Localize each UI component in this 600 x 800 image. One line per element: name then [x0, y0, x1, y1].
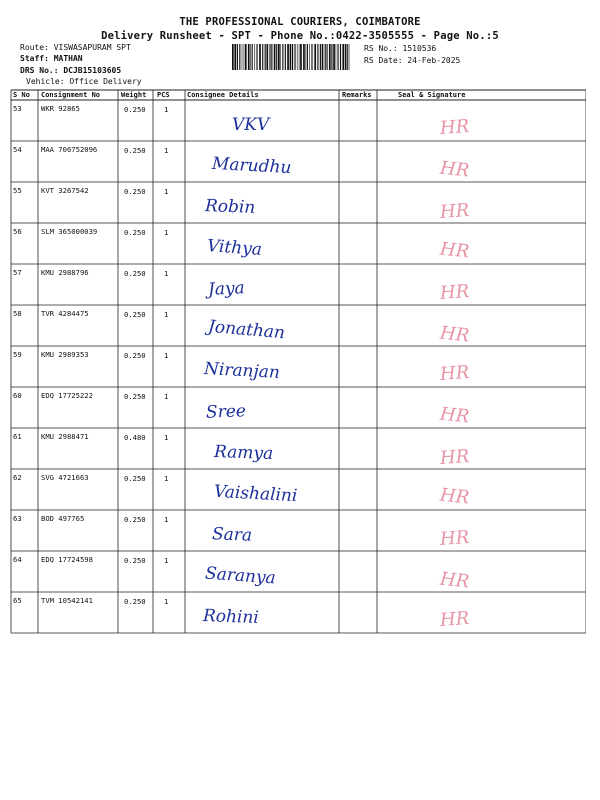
row-consignee-signature: Vaishalini	[213, 481, 298, 507]
barcode-bar	[265, 44, 266, 70]
barcode-bar	[280, 44, 281, 70]
barcode-bar	[317, 44, 318, 70]
barcode-bar	[299, 44, 300, 70]
barcode-bar	[311, 44, 312, 70]
barcode-bar	[269, 44, 270, 70]
row-weight: 0.250	[124, 474, 146, 483]
row-seal-mark: HR	[438, 322, 471, 347]
barcode-bar	[278, 44, 280, 70]
row-sno: 57	[13, 268, 22, 277]
row-consignment-no: EDQ 17725222	[41, 391, 93, 400]
row-consignment-no: KMU 2988796	[41, 268, 89, 277]
vehicle-text: Vehicle: Office Delivery	[26, 77, 142, 86]
barcode-bar	[244, 44, 245, 70]
row-sno: 63	[13, 514, 22, 523]
row-consignee-signature: VKV	[232, 115, 270, 135]
row-sno: 55	[13, 186, 22, 195]
company-title: THE PROFESSIONAL COURIERS, COIMBATORE	[179, 16, 421, 28]
barcode-bar	[252, 44, 253, 70]
barcode-bar	[262, 44, 263, 70]
row-weight: 0.480	[124, 433, 146, 442]
row-consignee-signature: Ramya	[213, 441, 274, 465]
barcode-bar	[282, 44, 283, 70]
row-weight: 0.250	[124, 146, 146, 155]
barcode-bar	[259, 44, 261, 70]
barcode-bar	[306, 44, 307, 70]
row-seal-mark: HR	[439, 362, 470, 385]
row-consignee-signature: Robin	[204, 196, 256, 218]
row-seal-mark: HR	[439, 281, 470, 304]
row-consignment-no: KMU 2988471	[41, 432, 89, 441]
row-pcs: 1	[164, 146, 169, 155]
barcode-bar	[300, 44, 302, 70]
barcode-bar	[294, 44, 295, 70]
row-seal-mark: HR	[439, 116, 470, 139]
row-pcs: 1	[164, 556, 169, 565]
row-pcs: 1	[164, 474, 169, 483]
row-seal-mark: HR	[438, 568, 471, 593]
row-seal-mark: HR	[439, 527, 470, 550]
barcode-bar	[327, 44, 328, 70]
row-sno: 53	[13, 104, 22, 113]
row-pcs: 1	[164, 310, 169, 319]
barcode-bar	[290, 44, 292, 70]
row-weight: 0.250	[124, 269, 146, 278]
row-seal-mark: HR	[438, 157, 471, 182]
barcode-bar	[274, 44, 276, 70]
row-sno: 64	[13, 555, 22, 564]
row-weight: 0.250	[124, 351, 146, 360]
row-seal-mark: HR	[438, 403, 471, 428]
barcode-bar	[266, 44, 268, 70]
row-consignment-no: SLM 365000039	[41, 227, 98, 236]
barcode-bar	[242, 44, 243, 70]
row-weight: 0.250	[124, 392, 146, 401]
barcode-bar	[303, 44, 305, 70]
barcode-bar	[285, 44, 286, 70]
header-consignee: Consignee Details	[187, 91, 259, 99]
barcode-bar	[256, 44, 257, 70]
row-pcs: 1	[164, 187, 169, 196]
barcode-bar	[254, 44, 255, 70]
row-weight: 0.250	[124, 187, 146, 196]
header-remarks: Remarks	[342, 91, 372, 99]
staff-text: Staff: MATHAN	[20, 54, 83, 63]
barcode-bar	[333, 44, 335, 70]
barcode-bar	[331, 44, 332, 70]
barcode-bar	[336, 44, 337, 70]
header-seal-signature: Seal & Signature	[398, 91, 466, 99]
row-sno: 65	[13, 596, 22, 605]
header-sno: S No	[13, 91, 30, 99]
row-consignment-no: BOD 497765	[41, 514, 85, 523]
row-weight: 0.250	[124, 228, 146, 237]
row-consignee-signature: Niranjan	[203, 359, 281, 383]
barcode-bar	[314, 44, 316, 70]
barcode-bar	[342, 44, 344, 70]
row-sno: 61	[13, 432, 22, 441]
row-weight: 0.250	[124, 597, 146, 606]
barcode-bar	[287, 44, 289, 70]
row-sno: 59	[13, 350, 22, 359]
row-consignee-signature: Jaya	[207, 278, 246, 300]
row-sno: 56	[13, 227, 22, 236]
barcode-bar	[338, 44, 339, 70]
barcode-bar	[297, 44, 298, 70]
barcode-bar	[329, 44, 331, 70]
barcode-bar	[309, 44, 310, 70]
row-consignee-signature: Saranya	[204, 563, 277, 589]
row-consignment-no: KMU 2989353	[41, 350, 89, 359]
row-sno: 60	[13, 391, 22, 400]
barcode-bar	[276, 44, 277, 70]
row-consignee-signature: Rohini	[202, 606, 260, 628]
row-weight: 0.250	[124, 556, 146, 565]
row-weight: 0.250	[124, 105, 146, 114]
barcode-bar	[248, 44, 250, 70]
barcode-bar	[322, 44, 324, 70]
barcode-bar	[345, 44, 347, 70]
row-seal-mark: HR	[438, 484, 471, 509]
barcode-bar	[239, 44, 240, 70]
runsheet-subtitle: Delivery Runsheet - SPT - Phone No.:0422-3505555 - Page No.:5	[101, 30, 499, 42]
row-weight: 0.250	[124, 515, 146, 524]
row-consignment-no: WKR 92865	[41, 104, 80, 113]
barcode-bar	[250, 44, 251, 70]
barcode-bar	[245, 44, 247, 70]
row-consignment-no: MAA 706752096	[41, 145, 98, 154]
row-consignment-no: SVG 4721663	[41, 473, 89, 482]
rs-number: RS No.: 1510536	[364, 44, 437, 53]
route-text: Route: VISWASAPURAM SPT	[20, 43, 131, 52]
row-pcs: 1	[164, 515, 169, 524]
barcode-bar	[232, 44, 234, 70]
rs-date: RS Date: 24-Feb-2025	[364, 56, 461, 65]
row-weight: 0.250	[124, 310, 146, 319]
row-seal-mark: HR	[439, 608, 470, 631]
row-pcs: 1	[164, 597, 169, 606]
barcode-bar	[312, 44, 313, 70]
row-sno: 58	[13, 309, 22, 318]
row-consignee-signature: Jonathan	[207, 316, 286, 344]
row-pcs: 1	[164, 105, 169, 114]
row-consignment-no: TVM 10542141	[41, 596, 93, 605]
row-seal-mark: HR	[438, 238, 471, 263]
barcode-bar	[257, 44, 258, 70]
barcode-bar	[271, 44, 272, 70]
row-pcs: 1	[164, 433, 169, 442]
barcode-bar	[234, 44, 236, 70]
row-consignee-signature: Sree	[205, 401, 247, 423]
barcode-bar	[340, 44, 341, 70]
row-pcs: 1	[164, 269, 169, 278]
barcode-bar	[292, 44, 293, 70]
barcode-bar	[237, 44, 238, 70]
row-consignment-no: KVT 3267542	[41, 186, 89, 195]
header-weight: Weight	[121, 91, 147, 99]
row-consignee-signature: Vithya	[206, 236, 263, 260]
row-sno: 62	[13, 473, 22, 482]
row-consignee-signature: Marudhu	[211, 153, 292, 179]
row-consignment-no: TVR 4284475	[41, 309, 89, 318]
barcode-bar	[325, 44, 326, 70]
row-pcs: 1	[164, 351, 169, 360]
header-pcs: PCS	[157, 91, 170, 99]
table-grid	[10, 89, 586, 639]
row-consignment-no: EDQ 17724598	[41, 555, 93, 564]
row-pcs: 1	[164, 228, 169, 237]
barcode-bar	[347, 44, 348, 70]
row-seal-mark: HR	[439, 200, 470, 223]
row-seal-mark: HR	[439, 446, 470, 469]
header-consignment: Consignment No	[41, 91, 101, 99]
drs-number: DRS No.: DCJB15103605	[20, 66, 122, 75]
row-consignee-signature: Sara	[211, 524, 253, 546]
row-pcs: 1	[164, 392, 169, 401]
barcode-bar	[320, 44, 321, 70]
barcode-bar	[307, 44, 308, 70]
barcode	[232, 44, 350, 70]
row-sno: 54	[13, 145, 22, 154]
